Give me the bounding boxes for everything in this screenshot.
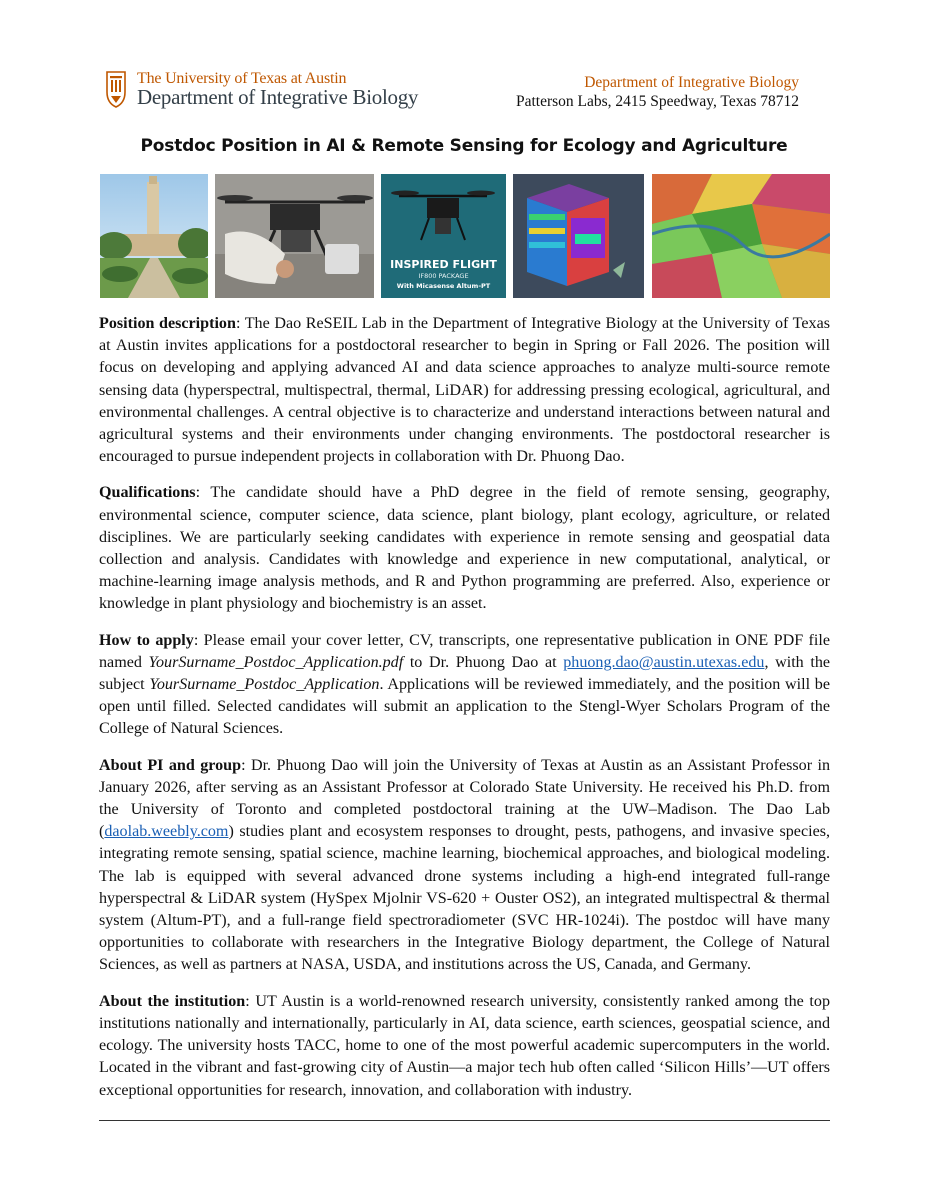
qualifications-heading: Qualifications [99,484,196,502]
institution-section [99,991,830,1102]
qualifications-section [99,482,830,615]
footer-divider [99,1120,830,1121]
lab-website-link[interactable]: daolab.weebly.com [104,823,229,841]
inspired-flight-label: INSPIRED FLIGHT [390,258,497,271]
apply-filename: YourSurname_Postdoc_Application.pdf [148,653,404,671]
department-name: Department of Integrative Biology [137,85,419,109]
drone-field-photo [215,174,374,298]
apply-text-4: . Applications will be reviewed immediately, and the position will be open until filled. Selected candidates will submit an application to the Stengl-Wyer Scholars Program of the College of Natural Sciences. [99,676,830,738]
apply-text-2: to Dr. Phuong Dao at [403,653,564,671]
address-department: Department of Integrative Biology [584,74,799,91]
photo-strip [100,174,830,298]
position-text: : The Dao ReSEIL Lab in the Department of Integrative Biology at the University of Texas at Austin invites applications for a postdoctoral researcher to begin in Spring or Fall 2026. The position will focus on developing and applying advanced AI and data science approaches to analyze multi-source remote sensing data (hyperspectral, multispectral, thermal, LiDAR) for addressing pressing ecological, agricultural, and environmental challenges. A central objective is to characterize and understand interactions between natural and agricultural systems and their environments under changing environments. The postdoctoral researcher is encouraged to pursue independent projects in collaboration with Dr. Phuong Dao. [99,315,830,466]
qualifications-text: : The candidate should have a PhD degree in the field of remote sensing, geography, environmental science, computer science, data science, plant biology, plant ecology, agriculture, or related disciplines. We are particularly seeking candidates with experience in remote sensing and geospatial data collection and analysis. Candidates with knowledge and experience in new computational, analytical, or machine-learning image analysis methods, and R and Python programming are preferred. Also, experience or knowledge in plant physiology and biochemistry is an asset. [99,484,830,613]
hyperspectral-cube-image [513,174,644,298]
address-block [516,73,799,111]
package-label: IF800 PACKAGE [418,272,469,280]
job-description [99,313,830,1116]
ut-tower-photo [100,174,208,298]
institution-text: : UT Austin is a world-renowned research university, consistently ranked among the top institutions nationally and internationally, particularly in AI, data science, earth sciences, geospatial science, and ecology. The university hosts TACC, home to one of the most powerful academic supercomputers in the world. Located in the vibrant and fast-growing city of Austin—a major tech hub often called ‘Silicon Hills’—UT offers exceptional opportunities for research, innovation, and collaboration with industry. [99,992,830,1099]
pi-text-2: ) studies plant and ecosystem responses to drought, pests, pathogens, and invasive species, integrating remote sensing, spatial science, machine learning, biochemical approaches, and biological modeling. The lab is equipped with several advanced drone systems including a high-end integrated full-range hyperspectral & LiDAR system (HySpex Mjolnir VS-620 + Ouster OS2), an integrated multispectral & thermal system (Altum-PT), and a full-range field spectroradiometer (SVC HR-1024i). The postdoc will have many opportunities to collaborate with researchers in the Integrative Biology department, the College of Natural Sciences, as well as partners at NASA, USDA, and institutions across the US, Canada, and Germany. [99,823,830,974]
letterhead [0,0,928,120]
apply-subject: YourSurname_Postdoc_Application [149,676,380,694]
apply-text-1: : Please email your cover letter, CV, transcripts, one representative publication in ONE PDF file named [99,631,830,671]
pi-section [99,755,830,977]
sensor-label: With Micasense Altum-PT [396,282,491,290]
email-link[interactable]: phuong.dao@austin.utexas.edu [563,653,765,671]
page-title: Postdoc Position in AI & Remote Sensing for Ecology and Agriculture [140,136,788,156]
pi-heading: About PI and group [99,756,242,774]
address-line: Patterson Labs, 2415 Speedway, Texas 78712 [515,93,799,110]
inspired-flight-ad [381,174,506,298]
pi-text-1: : Dr. Phuong Dao will join the University of Texas at Austin as an Assistant Professor in January 2026, after serving as an Assistant Professor at Colorado State University. He received his Ph.D. from the University of Toronto and completed postdoctoral training at the UW–Madison. The Dao Lab ( [99,756,830,841]
institution-heading: About the institution [99,992,246,1010]
apply-section [99,630,830,741]
position-section [99,313,830,468]
position-heading: Position description [99,315,236,332]
university-name: The University of Texas at Austin [137,70,347,87]
apply-text-3: , with the subject [99,653,831,694]
ut-seal-logo [106,70,126,108]
aerial-field-map [652,174,830,298]
apply-heading: How to apply [99,631,194,649]
